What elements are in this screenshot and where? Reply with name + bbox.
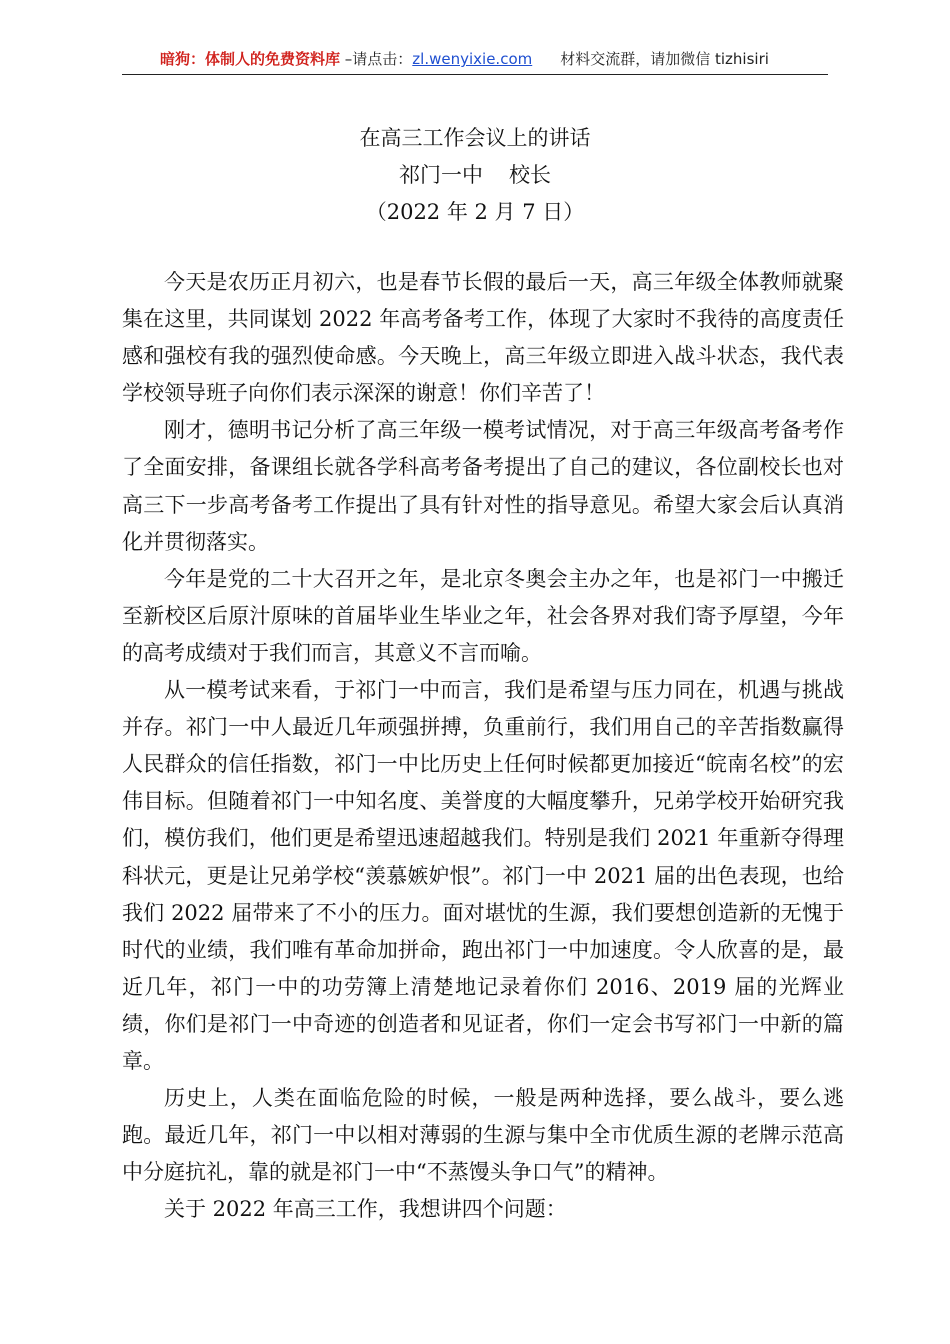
header-prompt: –请点击： [340, 50, 413, 68]
author-org: 祁门一中 [399, 163, 483, 187]
document-date: （2022 年 2 月 7 日） [365, 200, 585, 224]
header-link[interactable]: zl.wenyixie.com [412, 50, 533, 68]
paragraph: 今年是党的二十大召开之年，是北京冬奥会主办之年，也是祁门一中搬迁至新校区后原汁原味的首届毕业生毕业之年，社会各界对我们寄予厚望，今年的高考成绩对于我们而言，其意义不言而喻。 [122, 566, 844, 665]
header-group-info: 材料交流群，请加微信 tizhisiri [560, 50, 769, 68]
paragraph: 今天是农历正月初六，也是春节长假的最后一天，高三年级全体教师就聚集在这里，共同谋划 2022 年高考备考工作，体现了大家时不我待的高度责任感和强校有我的强烈使命感。今天晚上，高三年级立即进入战斗状态，我代表学校领导班子向你们表示深深的谢意！你们辛苦了！ [122, 270, 844, 406]
page-header [122, 46, 828, 75]
paragraph: 从一模考试来看，于祁门一中而言，我们是希望与压力同在，机遇与挑战并存。祁门一中人最近几年顽强拼搏，负重前行，我们用自己的辛苦指数赢得人民群众的信任指数，祁门一中比历史上任何时候都更加接近“皖南名校”的宏伟目标。但随着祁门一中知名度、美誉度的大幅度攀升，兄弟学校开始研究我们，模仿我们，他们更是希望迅速超越我们。特别是我们 2021 年重新夺得理科状元，更是让兄弟学校“羡慕嫉妒恨”。祁门一中 2021 届的出色表现，也给我们 2022 届带来了不小的压力。面对堪忧的生源，我们要想创造新的无愧于时代的业绩，我们唯有革命加拼命，跑出祁门一中加速度。令人欣喜的是，最近几年，祁门一中的功劳簿上清楚地记录着你们 2016、2019 届的光辉业绩，你们是祁门一中奇迹的创造者和见证者，你们一定会书写祁门一中新的篇章。 [122, 678, 844, 1073]
title-block [0, 120, 950, 231]
paragraph: 刚才，德明书记分析了高三年级一模考试情况，对于高三年级高考备考作了全面安排，备课组长就各学科高考备考提出了自己的建议，各位副校长也对高三下一步高考备考工作提出了具有针对性的指导意见。希望大家会后认真消化并贯彻落实。 [122, 418, 844, 554]
document-body [122, 264, 844, 1228]
paragraph: 历史上，人类在面临危险的时候，一般是两种选择，要么战斗，要么逃跑。最近几年，祁门一中以相对薄弱的生源与集中全市优质生源的老牌示范高中分庭抗礼，靠的就是祁门一中“不蒸馒头争口气”的精神。 [122, 1086, 844, 1185]
paragraph: 关于 2022 年高三工作，我想讲四个问题： [164, 1197, 567, 1222]
author-role: 校长 [509, 163, 551, 187]
document-title: 在高三工作会议上的讲话 [359, 126, 591, 150]
header-brand: 暗狗：体制人的免费资料库 [160, 50, 341, 68]
author-line [0, 157, 950, 194]
